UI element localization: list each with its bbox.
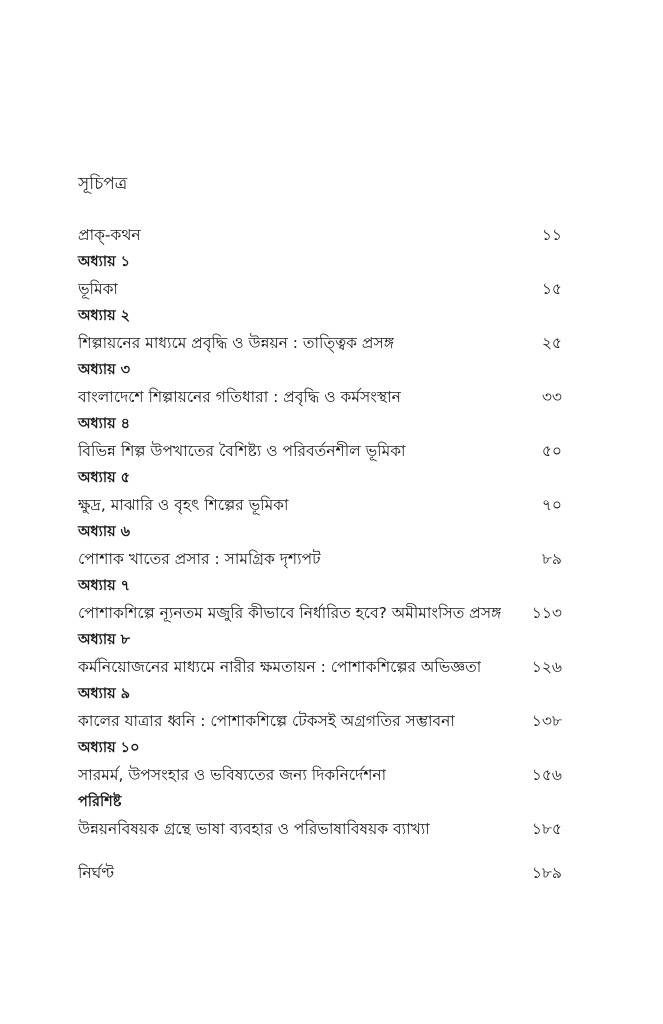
- toc-entry-title: উন্নয়নবিষয়ক গ্রন্থে ভাষা ব্যবহার ও পরিভাষাবিষয়ক ব্যাখ্যা: [78, 820, 430, 838]
- toc-entry-page: ২৫: [541, 334, 562, 352]
- toc-entry-page: ১৮৫: [531, 820, 562, 838]
- toc-entry-page: ৮৯: [541, 550, 562, 568]
- chapter-label: অধ্যায় ৭: [78, 578, 131, 594]
- table-of-contents: [78, 222, 562, 887]
- toc-entry: [78, 600, 562, 627]
- toc-entry: [78, 546, 562, 573]
- toc-entry: [78, 276, 562, 303]
- chapter-label: অধ্যায় ১: [78, 254, 131, 270]
- toc-entry-page: ১৮৯: [531, 864, 562, 882]
- toc-entry-title: পোশাকশিল্পে ন্যূনতম মজুরি কীভাবে নির্ধারিত হবে? অমীমাংসিত প্রসঙ্গ: [78, 604, 502, 622]
- toc-entry-page: ১২৬: [531, 658, 562, 676]
- appendix-label: পরিশিষ্ট: [78, 794, 122, 810]
- toc-entry-title: শিল্পায়নের মাধ্যমে প্রবৃদ্ধি ও উন্নয়ন : তাত্ত্বিক প্রসঙ্গ: [78, 334, 394, 352]
- chapter-label: অধ্যায় ৯: [78, 686, 131, 702]
- toc-heading: সূচিপত্র: [78, 174, 128, 194]
- toc-entry: [78, 384, 562, 411]
- toc-entry-title: ভূমিকা: [78, 280, 118, 298]
- toc-entry-title: ক্ষুদ্র, মাঝারি ও বৃহৎ শিল্পের ভূমিকা: [78, 496, 289, 514]
- toc-entry-title: পোশাক খাতের প্রসার : সামগ্রিক দৃশ্যপট: [78, 550, 321, 568]
- toc-entry: [78, 654, 562, 681]
- toc-entry-page: ১১: [541, 226, 562, 244]
- chapter-label: অধ্যায় ১০: [78, 740, 140, 756]
- toc-entry-page: ১৫: [541, 280, 562, 298]
- toc-entry: [78, 762, 562, 789]
- spacer: [78, 843, 562, 860]
- chapter-label: অধ্যায় ৪: [78, 416, 131, 432]
- toc-entry: [78, 816, 562, 843]
- chapter-label: অধ্যায় ৩: [78, 362, 131, 378]
- toc-entry: [78, 438, 562, 465]
- toc-entry-page: ৫০: [541, 442, 562, 460]
- toc-entry-title: কালের যাত্রার ধ্বনি : পোশাকশিল্পে টেকসই অগ্রগতির সম্ভাবনা: [78, 712, 455, 730]
- toc-entry-title: প্রাক্‌-কথন: [78, 226, 141, 244]
- toc-entry-page: ১১৩: [531, 604, 562, 622]
- toc-entry-title: সারমর্ম, উপসংহার ও ভবিষ্যতের জন্য দিকনির্দেশনা: [78, 766, 387, 784]
- toc-entry-title: নির্ঘণ্ট: [78, 864, 115, 882]
- toc-entry-title: বিভিন্ন শিল্প উপখাতের বৈশিষ্ট্য ও পরিবর্তনশীল ভূমিকা: [78, 442, 406, 460]
- toc-entry-title: বাংলাদেশে শিল্পায়নের গতিধারা : প্রবৃদ্ধি ও কর্মসংস্থান: [78, 388, 401, 406]
- toc-entry-preface: [78, 222, 562, 249]
- chapter-label: অধ্যায় ৮: [78, 632, 131, 648]
- toc-entry-title: কর্মনিয়োজনের মাধ্যমে নারীর ক্ষমতায়ন : পোশাকশিল্পের অভিজ্ঞতা: [78, 658, 482, 676]
- chapter-label: অধ্যায় ৫: [78, 470, 131, 486]
- toc-entry: [78, 708, 562, 735]
- chapter-label: অধ্যায় ৬: [78, 524, 131, 540]
- toc-entry-page: ১৫৬: [531, 766, 562, 784]
- toc-entry-page: ৭০: [541, 496, 562, 514]
- toc-entry: [78, 330, 562, 357]
- toc-entry: [78, 492, 562, 519]
- chapter-label: অধ্যায় ২: [78, 308, 131, 324]
- toc-entry-index: [78, 860, 562, 887]
- toc-entry-page: ৩৩: [541, 388, 562, 406]
- toc-entry-page: ১৩৮: [531, 712, 562, 730]
